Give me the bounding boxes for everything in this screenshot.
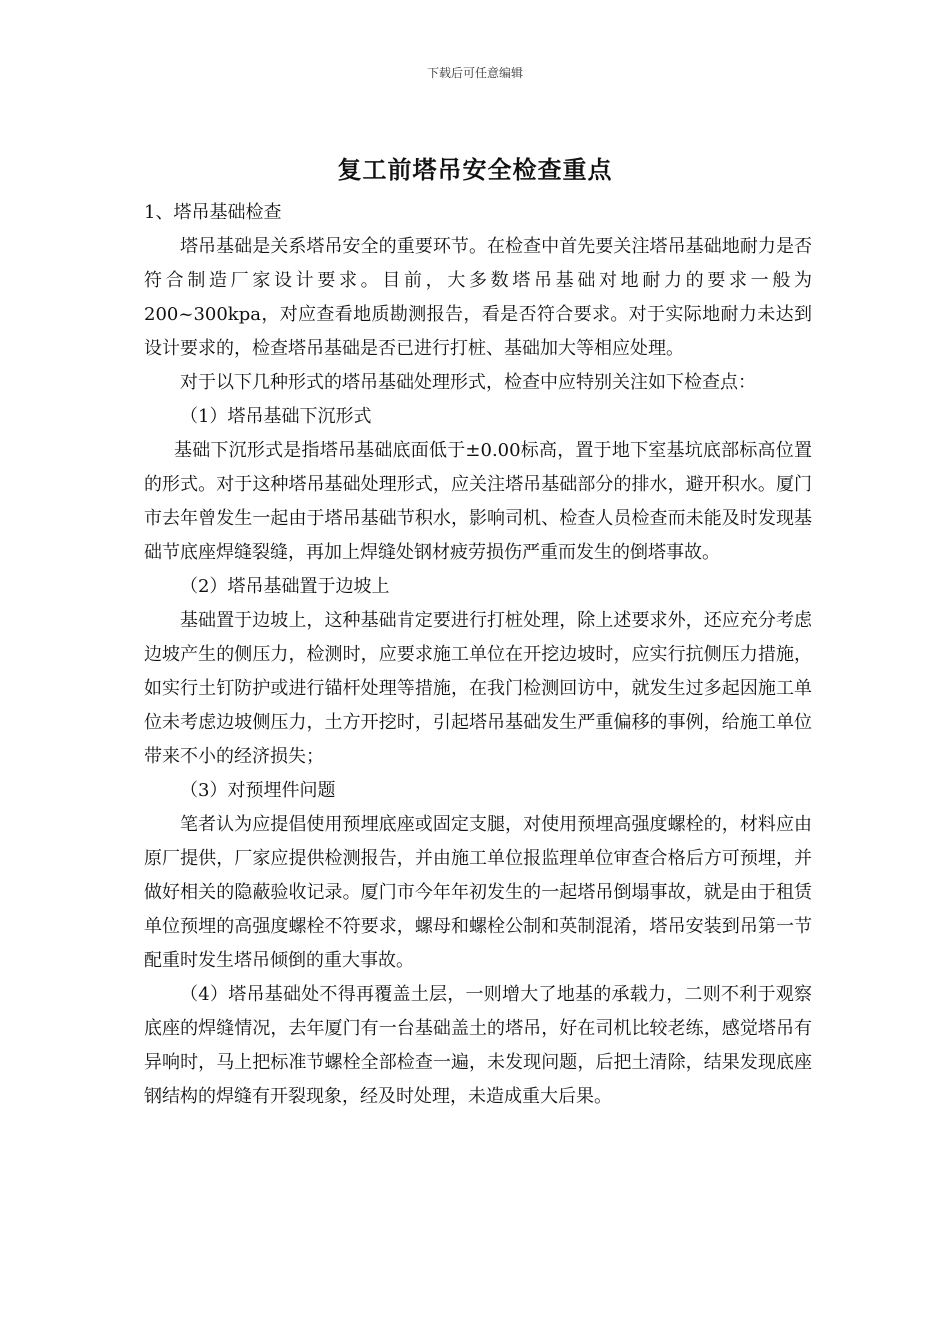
page-header-note: 下载后可任意编辑 xyxy=(426,66,523,80)
document-body xyxy=(144,196,812,1114)
paragraph-checkpoints-intro: 对于以下几种形式的塔吊基础处理形式，检查中应特别关注如下检查点： xyxy=(180,372,756,393)
section-heading-foundation: 1、塔吊基础检查 xyxy=(144,202,282,223)
subheading-embedded-parts: （3）对预埋件问题 xyxy=(180,780,336,801)
subheading-sunken-foundation: （1）塔吊基础下沉形式 xyxy=(180,406,372,427)
subheading-slope-foundation: （2）塔吊基础置于边坡上 xyxy=(180,576,390,597)
paragraph-slope-foundation: 基础置于边坡上，这种基础肯定要进行打桩处理，除上述要求外，还应充分考虑边坡产生的侧压力，检测时，应要求施工单位在开挖边坡时，应实行抗侧压力措施，如实行土钉防护或进行锚杆处理等措施，在我门检测回访中，就发生过多起因施工单位未考虑边坡侧压力，土方开挖时，引起塔吊基础发生严重偏移的事例，给施工单位带来不小的经济损失； xyxy=(144,610,812,767)
paragraph-foundation-intro: 塔吊基础是关系塔吊安全的重要环节。在检查中首先要关注塔吊基础地耐力是否符合制造厂家设计要求。目前，大多数塔吊基础对地耐力的要求一般为200~300kpa，对应查看地质勘测报告，看是否符合要求。对于实际地耐力未达到设计要求的，检查塔吊基础是否已进行打桩、基础加大等相应处理。 xyxy=(144,236,812,359)
paragraph-embedded-parts: 笔者认为应提倡使用预埋底座或固定支腿，对使用预埋高强度螺栓的，材料应由原厂提供，厂家应提供检测报告，并由施工单位报监理单位审查合格后方可预埋，并做好相关的隐蔽验收记录。厦门市今年年初发生的一起塔吊倒塌事故，就是由于租赁单位预埋的高强度螺栓不符要求，螺母和螺栓公制和英制混淆，塔吊安装到吊第一节配重时发生塔吊倾倒的重大事故。 xyxy=(144,814,812,971)
paragraph-sunken-foundation: 基础下沉形式是指塔吊基础底面低于±0.00标高，置于地下室基坑底部标高位置的形式。对于这种塔吊基础处理形式，应关注塔吊基础部分的排水，避开积水。厦门市去年曾发生一起由于塔吊基础节积水，影响司机、检查人员检查而未能及时发现基础节底座焊缝裂缝，再加上焊缝处钢材疲劳损伤严重而发生的倒塔事故。 xyxy=(144,440,812,563)
document-title: 复工前塔吊安全检查重点 xyxy=(337,155,613,184)
paragraph-no-soil-cover: （4）塔吊基础处不得再覆盖土层，一则增大了地基的承载力，二则不利于观察底座的焊缝情况，去年厦门有一台基础盖土的塔吊，好在司机比较老练，感觉塔吊有异响时，马上把标准节螺栓全部检查一遍，未发现问题，后把土清除，结果发现底座钢结构的焊缝有开裂现象，经及时处理，未造成重大后果。 xyxy=(144,984,812,1107)
